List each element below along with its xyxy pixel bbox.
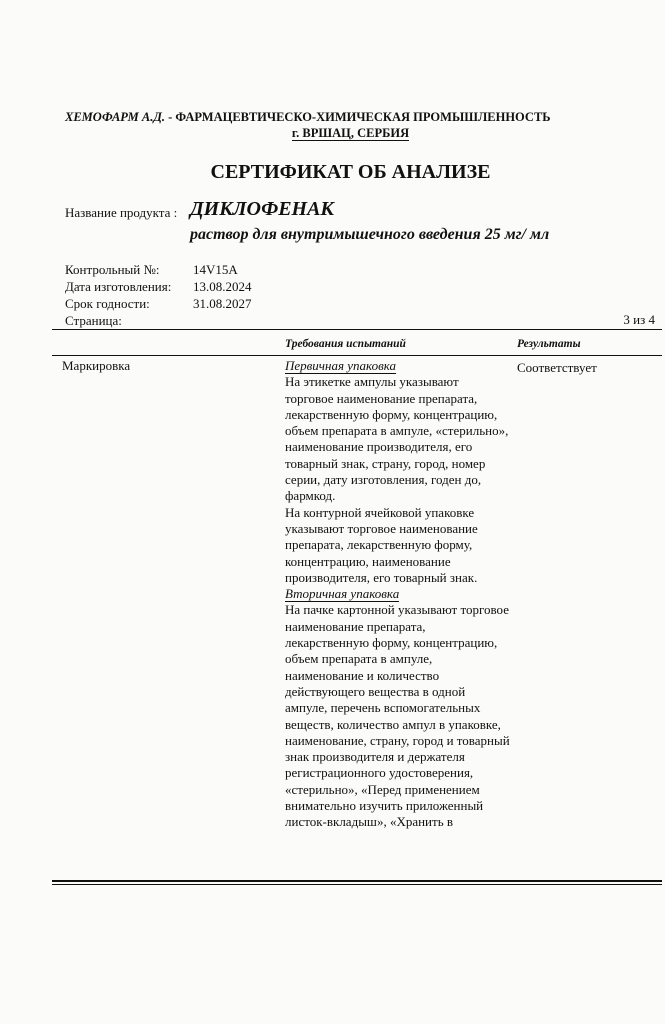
primary-packaging-heading [285, 358, 510, 374]
result-cell: Соответствует [517, 360, 597, 375]
company-location: г. ВРШАЦ, СЕРБИЯ [291, 126, 410, 140]
table-header-divider [52, 355, 662, 356]
page-label: Страница: [65, 313, 122, 328]
results-column-header: Результаты [517, 338, 581, 350]
page-number: 3 из 4 [623, 312, 655, 327]
company-industry: - ФАРМАЦЕВТИЧЕСКО-ХИМИЧЕСКАЯ ПРОМЫШЛЕННОСТЬ [165, 110, 551, 124]
page-row [65, 312, 252, 329]
parameter-cell: Маркировка [62, 358, 131, 373]
company-header [65, 110, 605, 125]
control-number-row [65, 261, 252, 278]
manufacture-date-value: 13.08.2024 [193, 279, 252, 294]
requirements-column-header: Требования испытаний [285, 338, 406, 350]
product-label: Название продукта : [65, 205, 178, 220]
primary-ampoule-text: На этикетке ампулы указывают торговое наименование препарата, лекарственную форму, концентрацию, объем препарата в ампуле, «стерильно», наименование производителя, его товарный знак, страну, город, номер серии, дату изготовления, годен до, фармкод. [285, 374, 509, 504]
manufacture-date-label: Дата изготовления: [65, 279, 172, 294]
table-bottom-divider [52, 880, 662, 882]
control-number-value: 14V15A [193, 262, 238, 277]
product-form: раствор для внутримышечного введения 25 мг/ мл [190, 226, 550, 243]
batch-info [65, 261, 252, 329]
company-location-line [0, 126, 665, 141]
secondary-packaging-heading-text: Вторичная упаковка [285, 586, 400, 602]
table-top-divider [52, 329, 662, 330]
product-name: ДИКЛОФЕНАК [190, 198, 334, 220]
requirements-cell [285, 358, 510, 831]
primary-blister-text: На контурной ячейковой упаковке указывают торговое наименование препарата, лекарственную форму, концентрацию, наименование производителя, его товарный знак. [285, 504, 478, 585]
expiry-date-label: Срок годности: [65, 296, 150, 311]
expiry-date-row [65, 295, 252, 312]
manufacture-date-row [65, 278, 252, 295]
company-name: ХЕМОФАРМ А.Д. [65, 110, 165, 124]
page-title: СЕРТИФИКАТ ОБ АНАЛИЗЕ [210, 161, 491, 183]
table-bottom-divider-thin [52, 884, 662, 885]
secondary-packaging-heading [285, 586, 510, 602]
secondary-packaging-text: На пачке картонной указывают торговое наименование препарата, лекарственную форму, концентрацию, объем препарата в ампуле, наименование и количество действующего вещества в одной ампуле, перечень вспомогательных веществ, количество ампул в упаковке, наименование, страну, город и товарный знак производителя и держателя регистрационного удостоверения, «стерильно», «Перед применением внимательно изучить приложенный листок-вкладыш», «Хранить в [285, 602, 510, 830]
control-number-label: Контрольный №: [65, 262, 160, 277]
expiry-date-value: 31.08.2027 [193, 296, 252, 311]
primary-packaging-heading-text: Первичная упаковка [285, 358, 397, 373]
